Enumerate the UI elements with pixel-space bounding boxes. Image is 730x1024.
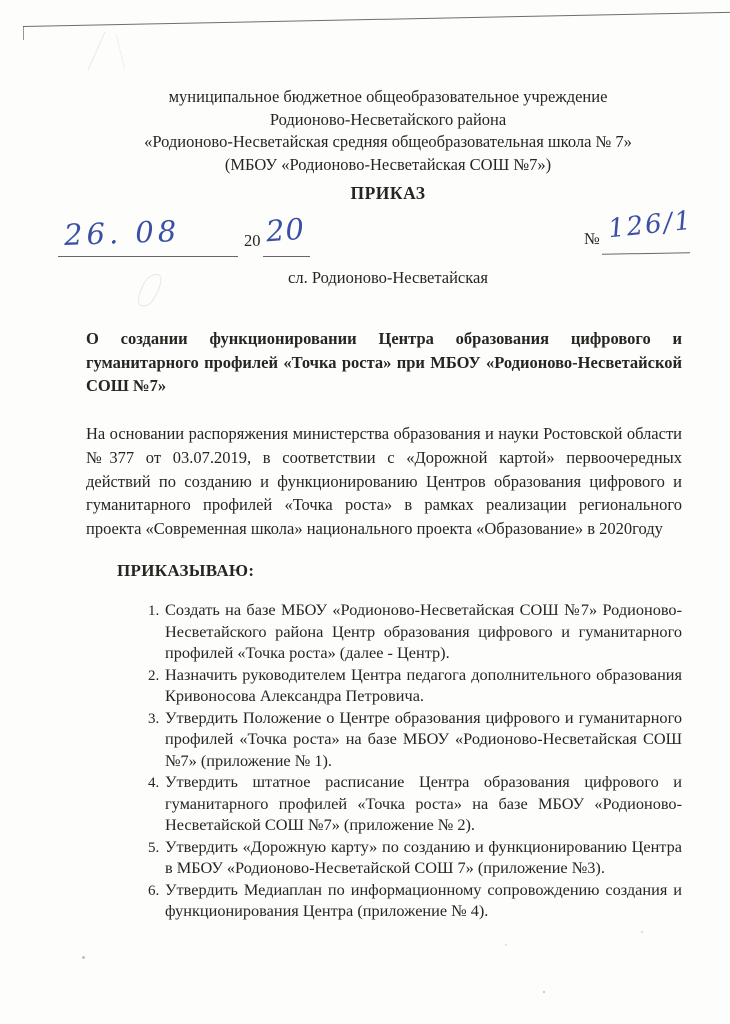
scan-speck — [82, 956, 85, 959]
scan-speck — [543, 991, 545, 993]
order-item: 1. Создать на базе МБОУ «Родионово-Несветайская СОШ №7» Родионово-Несветайского района Центр образования цифрового и гуманитарного профилей «Точка роста» (далее - Центр). — [163, 599, 682, 664]
handwritten-date: 26. 08 — [63, 213, 181, 253]
decree-keyword: ПРИКАЗЫВАЮ: — [117, 561, 255, 580]
institution-header-line: муниципальное бюджетное общеобразовательное учреждение — [168, 87, 608, 106]
scan-paper-edge-line — [23, 12, 730, 27]
handwritten-order-number: 126/1 — [606, 205, 695, 245]
number-sign-label: № — [584, 229, 600, 248]
institution-header — [88, 86, 688, 176]
order-item: 2. Назначить руководителем Центра педагога дополнительного образования Кривоносова Александра Петровича. — [163, 664, 682, 707]
number-underline — [602, 252, 690, 255]
institution-header-line: «Родионово-Несветайская средняя общеобразовательная школа № 7» — [144, 132, 632, 151]
order-item: 4. Утвердить штатное расписание Центра образования цифрового и гуманитарного профилей «Точка роста» на базе МБОУ «Родионово-Несветайской СОШ №7» (приложение № 2). — [163, 771, 682, 836]
order-items-section — [86, 599, 682, 922]
order-preamble: На основании распоряжения министерства образования и науки Ростовской области №377 от 03.07.2019, в соответствии с «Дорожной картой» первоочередных действий по созданию и функционированию Центров образования цифрового и гуманитарного профилей «Точка роста» в рамках реализации регионального проекта «Современная школа» национального проекта «Образование» в 2020году — [86, 424, 682, 539]
order-item: 6. Утвердить Медиаплан по информационному сопровождению создания и функционирования Центра (приложение № 4). — [163, 879, 682, 922]
scan-speck — [505, 944, 507, 946]
order-item: 3. Утвердить Положение о Центре образования цифрового и гуманитарного профилей «Точка роста» на базе МБОУ «Родионово-Несветайская СОШ №7» (приложение № 1). — [163, 707, 682, 772]
printed-year-prefix: 20 — [244, 231, 261, 250]
institution-header-line: (МБОУ «Родионово-Несветайская СОШ №7») — [224, 154, 552, 174]
scan-scratch-mark — [88, 32, 106, 71]
date-number-row — [0, 205, 730, 268]
scan-speck — [641, 931, 643, 933]
institution-header-line: Родионово-Несветайского района — [269, 109, 507, 129]
order-items-list — [86, 599, 682, 922]
handwritten-year: 20 — [264, 211, 307, 249]
order-subject: О создании функционировании Центра образования цифрового и гуманитарного профилей «Точка роста» при МБОУ «Родионово-Несветайской СОШ №7» — [86, 329, 682, 395]
year-underline — [263, 256, 310, 257]
scan-paper-edge-tick — [23, 26, 24, 40]
date-underline — [58, 256, 238, 257]
scan-scratch-mark — [115, 33, 125, 70]
order-heading: ПРИКАЗ — [350, 183, 426, 203]
place-line: сл. Родионово-Несветайская — [288, 268, 488, 287]
order-item: 5. Утвердить «Дорожную карту» по созданию и функционированию Центра в МБОУ «Родионово-Несветайской СОШ 7» (приложение №3). — [163, 836, 682, 879]
